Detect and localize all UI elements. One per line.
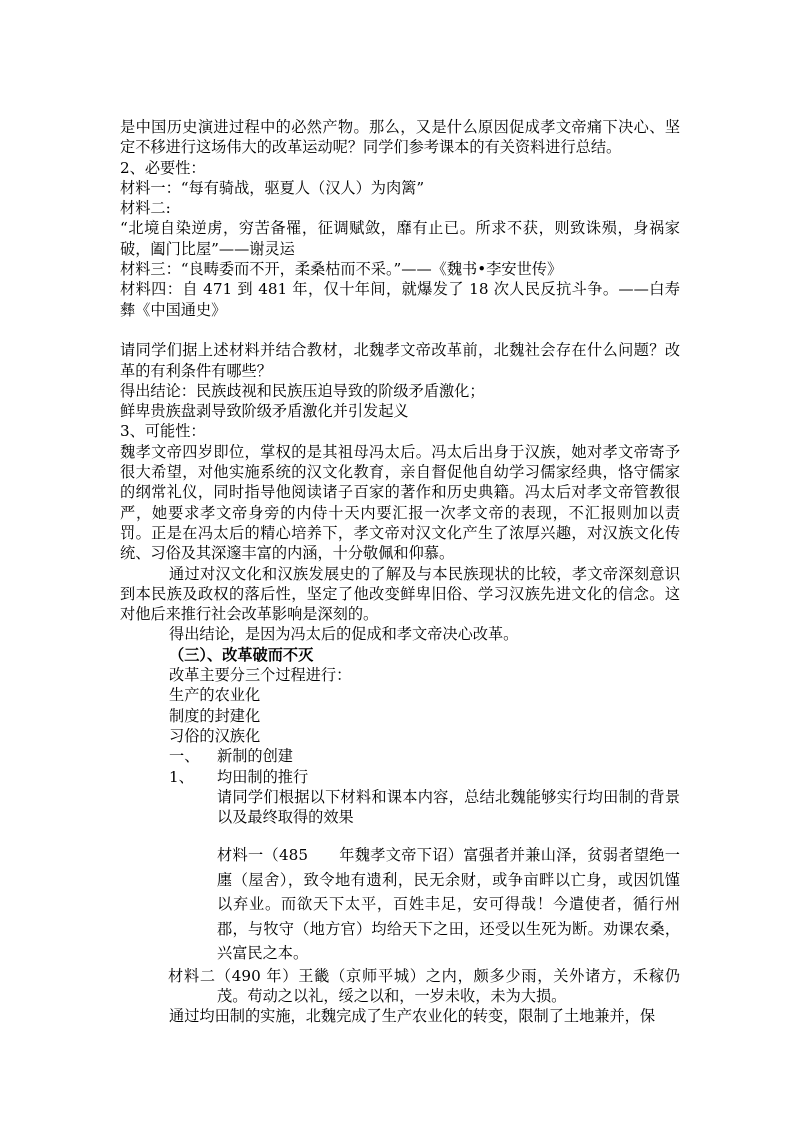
conclusion-line-2: 鲜卑贵族盘剥导致阶级矛盾激化并引发起义 [120, 402, 409, 421]
process-item-agriculture: 生产的农业化 [169, 686, 261, 705]
section-possibility-heading: 3、可能性： [120, 422, 206, 441]
material-two-quote: “北境自染逆虏，穷苦备罹，征调赋敛，靡有止已。所求不获，则致诛殒，身祸家破，阖门比屋”——谢灵运 [120, 219, 680, 258]
material-two-label: 材料二: [120, 199, 171, 218]
material-one: 材料一：“每有骑战，驱夏人（汉人）为肉篱” [120, 178, 425, 197]
outline-subitem-1-text: 均田制的推行 [217, 767, 309, 786]
conclusion-line-1: 得出结论：民族歧视和民族压迫导致的阶级矛盾激化； [120, 381, 485, 400]
outline-subitem-1-number: 1、 [169, 767, 194, 786]
possibility-conclusion: 得出结论，是因为冯太后的促成和孝文帝决心改革。 [169, 625, 519, 644]
blank-line [120, 827, 680, 843]
outline-item-1 [120, 746, 680, 766]
outline-item-1-text: 新制的创建 [217, 747, 293, 766]
material-four: 材料四：自 471 到 481 年，仅十年间，就爆发了 18 次人民反抗斗争。——白寿彝《中国通史》 [120, 280, 680, 319]
outline-subitem-1 [120, 767, 680, 787]
section-necessity-heading: 2、必要性： [120, 158, 206, 177]
intro-paragraph: 是中国历史演进过程中的必然产物。那么，又是什么原因促成孝文帝痛下决心、坚定不移进行这场伟大的改革运动呢？同学们参考课本的有关资料进行总结。 [120, 118, 680, 157]
equal-field-material-one: 材料一（485 年魏孝文帝下诏）富强者并兼山泽，贫弱者望绝一廛（屋舍），致令地有遗利，民无余财，或争亩畔以亡身，或因饥馑以弃业。而欲天下太平，百姓丰足，安可得哉！今遣使者，循行州郡，与牧守（地方官）均给天下之田，还受以生死为断。劝课农桑，兴富民之本。 [217, 846, 680, 963]
blank-line [120, 320, 680, 340]
equal-field-material-two: 材料二（490 年）王畿（京师平城）之内，颇多少雨，关外诸方，禾稼仍茂。苟动之以礼，绥之以和，一岁未收，未为大损。 [168, 966, 680, 1006]
outline-item-1-number: 一、 [169, 747, 200, 766]
document-body [120, 117, 680, 1027]
process-item-feudal: 制度的封建化 [169, 706, 261, 725]
reform-process-intro: 改革主要分三个过程进行： [169, 666, 352, 685]
process-item-sinicization: 习俗的汉族化 [169, 726, 261, 745]
section-three-heading: （三）、改革破而不灭 [169, 645, 314, 664]
material-three: 材料三：“良畴委而不开，柔桑枯而不采。”——《魏书•李安世传》 [120, 260, 563, 279]
question-paragraph: 请同学们据上述材料并结合教材，北魏孝文帝改革前，北魏社会存在什么问题？改革的有利条件有哪些？ [120, 341, 680, 380]
equal-field-question: 请同学们根据以下材料和课本内容，总结北魏能够实行均田制的背景以及最终取得的效果 [217, 787, 680, 827]
equal-field-effect: 通过均田制的实施，北魏完成了生产农业化的转变，限制了土地兼并，保 [169, 1007, 655, 1026]
feng-empress-paragraph: 魏孝文帝四岁即位，掌权的是其祖母冯太后。冯太后出身于汉族，她对孝文帝寄予很大希望，对他实施系统的汉文化教育，亲自督促他自幼学习儒家经典，恪守儒家的纲常礼仪，同时指导他阅读诸子百家的著作和历史典籍。冯太后对孝文帝管教很严，她要求孝文帝身旁的内侍十天内要汇报一次孝文帝的表现，不汇报则加以责罚。正是在冯太后的精心培养下，孝文帝对汉文化产生了浓厚兴趣，对汉族文化传统、习俗及其深邃丰富的内涵，十分敬佩和仰慕。 [120, 442, 680, 563]
comparison-paragraph: 通过对汉文化和汉族发展史的了解及与本民族现状的比较，孝文帝深刻意识到本民族及政权的落后性，坚定了他改变鲜卑旧俗、学习汉族先进文化的信念。这对他后来推行社会改革影响是深刻的。 [120, 564, 680, 624]
